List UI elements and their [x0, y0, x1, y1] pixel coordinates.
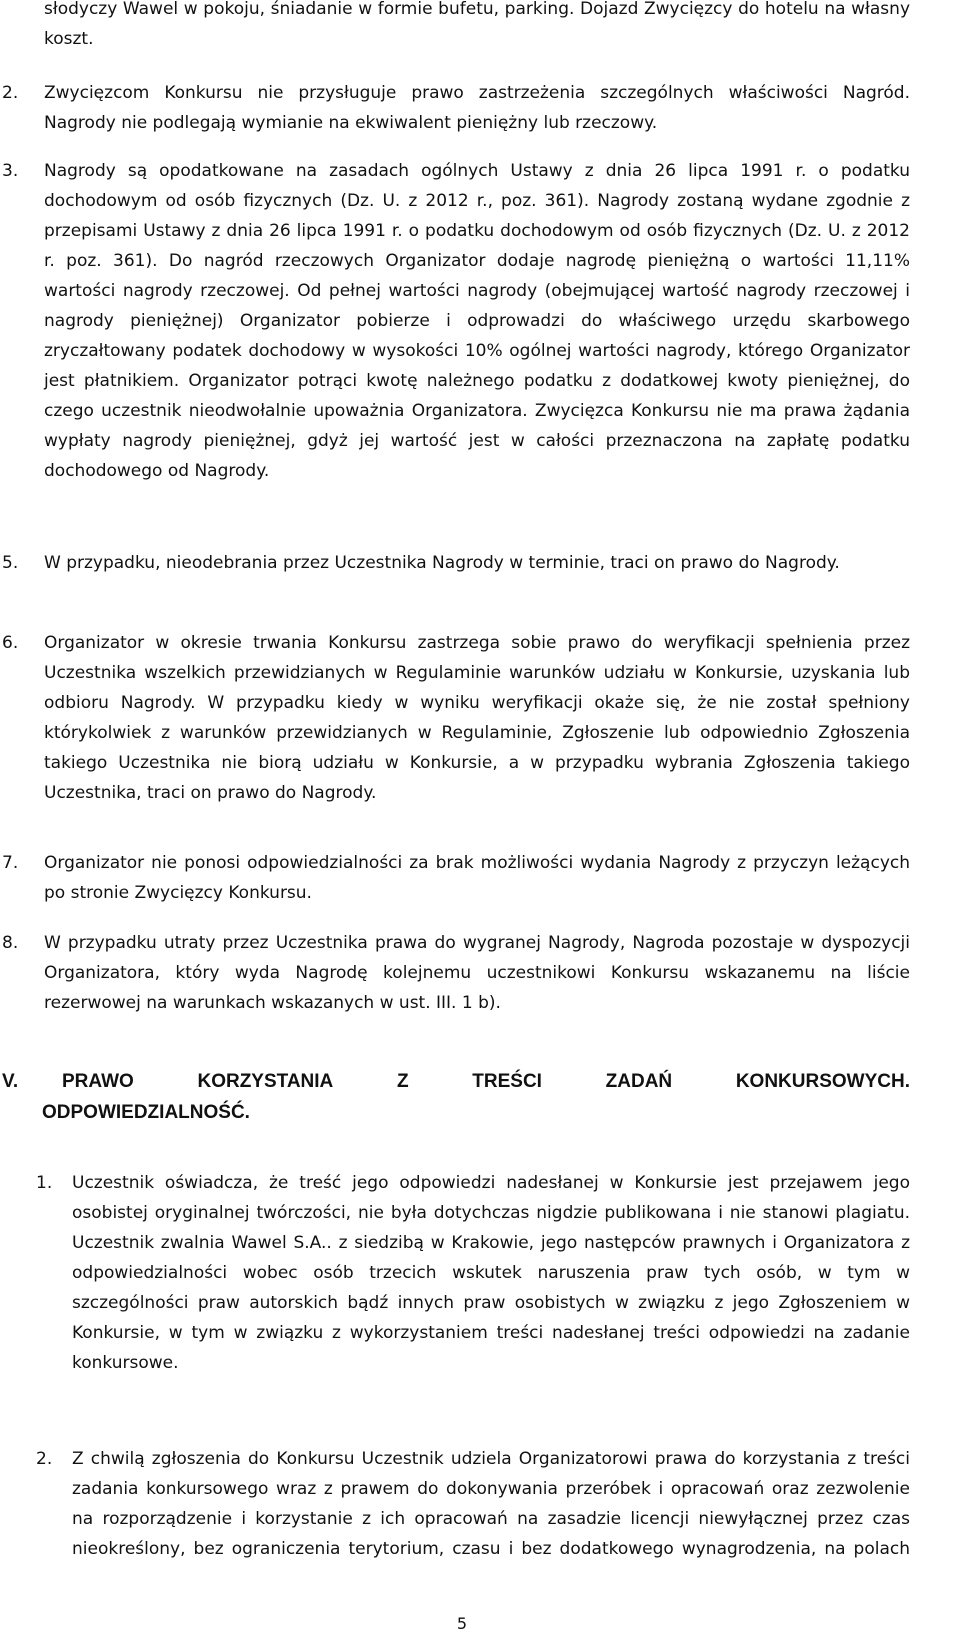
section-number: V.: [2, 1071, 19, 1092]
item-number: 2.: [2, 83, 19, 103]
item-number: 5.: [2, 553, 19, 573]
page-number: 5: [456, 1614, 468, 1633]
section-item-text: Uczestnik oświadcza, że treść jego odpowiedzi nadesłanej w Konkursie jest przejawem jego osobistej oryginalnej twórczości, nie była dotychczas nigdzie publikowana i nie stanowi plagiatu. Uczestnik zwalnia Wawel S.A.. z siedzibą w Krakowie, jego następców prawnych i Organizatora z odpowiedzialności wobec osób trzecich wskutek naruszenia praw tych osób, w tym w szczególności praw autorskich bądź innych praw osobistych w związku z jego Zgłoszeniem w Konkursie, w tym w związku z wykorzystaniem treści nadesłanej treści odpowiedzi na zadanie konkursowe.: [72, 1173, 910, 1373]
item-paragraph: [44, 848, 910, 908]
section-heading-word: Z: [396, 1071, 409, 1092]
item-text: Zwycięzcom Konkursu nie przysługuje prawo zastrzeżenia szczególnych właściwości Nagród. Nagrody nie podlegają wymianie na ekwiwalent pieniężny lub rzeczowy.: [44, 83, 910, 133]
item-paragraph: [44, 628, 910, 808]
item-paragraph: [44, 548, 910, 578]
section-item-number: 2.: [36, 1449, 53, 1469]
section-item-paragraph: [72, 1168, 910, 1378]
item-text: W przypadku utraty przez Uczestnika prawa do wygranej Nagrody, Nagroda pozostaje w dyspozycji Organizatora, który wyda Nagrodę kolejnemu uczestnikowi Konkursu wskazanemu na liście rezerwowej na warunkach wskazanych w ust. III. 1 b).: [44, 933, 910, 1013]
intro-text: słodyczy Wawel w pokoju, śniadanie w formie bufetu, parking. Dojazd Zwycięzcy do hotelu na własny koszt.: [44, 0, 910, 49]
item-number: 6.: [2, 633, 19, 653]
section-heading-word: ZADAŃ: [605, 1071, 673, 1092]
item-paragraph: [44, 78, 910, 138]
section-item-text: Z chwilą zgłoszenia do Konkursu Uczestnik udziela Organizatorowi prawa do korzystania z treści zadania konkursowego wraz z prawem do dokonywania przeróbek i opracowań oraz zezwolenie na rozporządzenie i korzystanie z ich opracowań na zasadzie licencji niewyłącznej przez czas nieokreślony, bez ograniczenia terytorium, czasu i bez dodatkowego wynagrodzenia, na polach: [72, 1449, 910, 1559]
section-heading-word: TREŚCI: [472, 1071, 542, 1092]
item-number: 8.: [2, 933, 19, 953]
section-heading-line1: [62, 1066, 910, 1097]
item-text: Organizator w okresie trwania Konkursu zastrzega sobie prawo do weryfikacji spełnienia przez Uczestnika wszelkich przewidzianych w Regulaminie warunków udziału w Konkursie, uzyskania lub odbioru Nagrody. W przypadku kiedy w wyniku weryfikacji okaże się, że nie został spełniony którykolwiek z warunków przewidzianych w Regulaminie, Zgłoszenie lub odpowiednio Zgłoszenia takiego Uczestnika nie biorą udziału w Konkursie, a w przypadku wybrania Zgłoszenia takiego Uczestnika, traci on prawo do Nagrody.: [44, 633, 910, 803]
section-heading-word: KORZYSTANIA: [197, 1071, 334, 1092]
section-item-paragraph: [72, 1444, 910, 1564]
intro-paragraph: [44, 0, 910, 54]
section-heading: [42, 1066, 910, 1128]
section-item-number: 1.: [36, 1173, 53, 1193]
item-text: W przypadku, nieodebrania przez Uczestnika Nagrody w terminie, traci on prawo do Nagrody.: [44, 553, 840, 573]
section-heading-word: KONKURSOWYCH.: [735, 1071, 910, 1092]
item-paragraph: [44, 156, 910, 486]
item-number: 7.: [2, 853, 19, 873]
item-paragraph: [44, 928, 910, 1018]
section-heading-word: PRAWO: [62, 1071, 134, 1092]
section-heading-line2: ODPOWIEDZIALNOŚĆ.: [42, 1102, 250, 1123]
item-text: Organizator nie ponosi odpowiedzialności za brak możliwości wydania Nagrody z przyczyn leżących po stronie Zwycięzcy Konkursu.: [44, 853, 910, 903]
item-text: Nagrody są opodatkowane na zasadach ogólnych Ustawy z dnia 26 lipca 1991 r. o podatku dochodowym od osób fizycznych (Dz. U. z 2012 r., poz. 361). Nagrody zostaną wydane zgodnie z przepisami Ustawy z dnia 26 lipca 1991 r. o podatku dochodowym od osób fizycznych (Dz. U. z 2012 r. poz. 361). Do nagród rzeczowych Organizator dodaje nagrodę pieniężną o wartości 11,11% wartości nagrody rzeczowej. Od pełnej wartości nagrody (obejmującej wartość nagrody rzeczowej i nagrody pieniężnej) Organizator pobierze i odprowadzi do właściwego urzędu skarbowego zryczałtowany podatek dochodowy w wysokości 10% ogólnej wartości nagrody, którego Organizator jest płatnikiem. Organizator potrąci kwotę należnego podatku z dodatkowej kwoty pieniężnej, do czego uczestnik nieodwołalnie upoważnia Organizatora. Zwycięzca Konkursu nie ma prawa żądania wypłaty nagrody pieniężnej, gdyż jej wartość jest w całości przeznaczona na zapłatę podatku dochodowego od Nagrody.: [44, 161, 910, 481]
item-number: 3.: [2, 161, 19, 181]
